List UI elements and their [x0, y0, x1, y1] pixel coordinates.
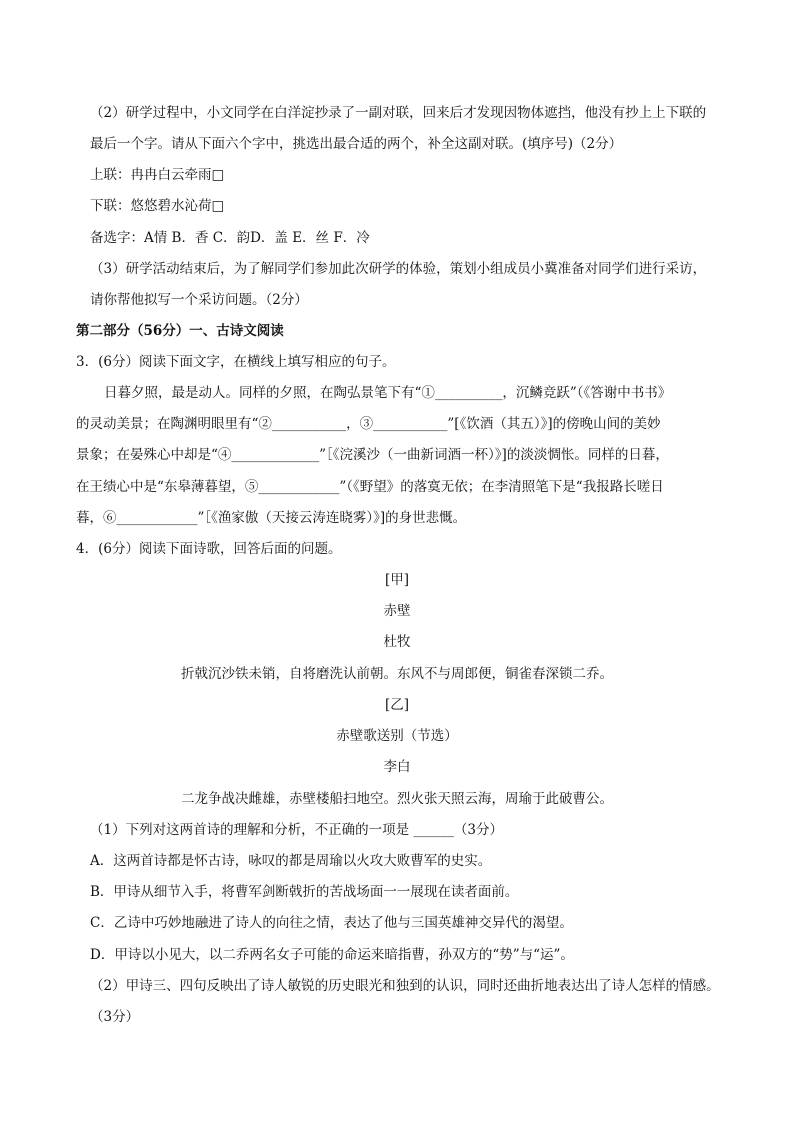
option-d: D．甲诗以小见大，以二乔两名女子可能的命运来暗指曹，孙双方的“势”与“运”。 — [90, 947, 574, 963]
poem-a-marker: [甲] — [384, 572, 410, 588]
option-c: C．乙诗中巧妙地融进了诗人的向往之情，表达了他与三国英雄神交异代的渴望。 — [90, 915, 573, 931]
poem-b-author: 李白 — [383, 759, 411, 775]
q3-passage-line3: 景象；在晏殊心中却是“④_____________”［《浣溪沙（一曲新词酒一杯）》]的淡淡惆怅。同样的日暮， — [76, 447, 669, 463]
q2-stem-line2: 最后一个字。请从下面六个字中，挑选出最合适的两个，补全这副对联。(填序号)（2分） — [90, 136, 623, 152]
question-4-title: 4．(6分）阅读下面诗歌，回答后面的问题。 — [76, 541, 342, 557]
question-3-title: 3．(6分）阅读下面文字，在横线上填写相应的句子。 — [76, 354, 396, 370]
q3-passage-line4: 在王绩心中是“东皋薄暮望，⑤____________”（《野望》的落寞无依；在李清照笔下是“我报路长嗟日 — [76, 479, 664, 495]
poem-b-text: 二龙争战决雌雄，赤壁楼船扫地空。烈火张天照云海，周瑜于此破曹公。 — [181, 791, 613, 807]
poem-b-marker: [乙] — [384, 697, 410, 713]
section-heading: 第二部分（56分）一、古诗文阅读 — [76, 323, 284, 339]
couplet-lower: 下联：悠悠碧水沁荷□ — [90, 198, 225, 214]
poem-a-author: 杜牧 — [383, 634, 411, 650]
q4-sub2-score: （3分） — [90, 1009, 140, 1025]
poem-a-title: 赤壁 — [383, 603, 411, 619]
option-b: B．甲诗从细节入手，将曹军剑断戟折的苦战场面一一展现在读者面前。 — [90, 884, 519, 900]
q3-passage-line5: 暮，⑥____________”［《渔家傲（天接云涛连晓雾）》]的身世悲慨。 — [76, 510, 467, 526]
poem-b-title: 赤壁歌送别（节选） — [336, 728, 458, 744]
q3-passage-line2: 的灵动美景；在陶渊明眼里有“②___________，③___________”[《饮酒（其五）》]的傍晚山间的美妙 — [76, 416, 661, 432]
q4-sub1-stem: （1）下列对这两首诗的理解和分析，不正确的一项是 ______（3分） — [90, 822, 503, 838]
candidate-chars: 备选字：A情 B．香 C．韵D．盖 E．丝 F．冷 — [90, 230, 370, 246]
q2-stem-line1: （2）研学过程中，小文同学在白洋淀抄录了一副对联，回来后才发现因物体遮挡，他没有抄上上下联的 — [90, 105, 707, 121]
q3-passage-line1: 日暮夕照，最是动人。同样的夕照，在陶弘景笔下有“①__________，沉鳞竞跃”（《答谢中书书》 — [104, 385, 672, 401]
couplet-upper: 上联：冉冉白云牵雨□ — [90, 167, 225, 183]
q3-stem-line1: （3）研学活动结束后，为了解同学们参加此次研学的体验，策划小组成员小冀准备对同学们进行采访， — [90, 261, 707, 277]
poem-a-text: 折戟沉沙铁未销，自将磨洗认前朝。东风不与周郎便，铜雀春深锁二乔。 — [181, 666, 613, 682]
option-a: A．这两首诗都是怀古诗，咏叹的都是周瑜以火攻大败曹军的史实。 — [90, 853, 492, 869]
q3-stem-line2: 请你帮他拟写一个采访问题。（2分） — [90, 292, 308, 308]
q4-sub2-stem: （2）甲诗三、四句反映出了诗人敏锐的历史眼光和独到的认识，同时还曲折地表达出了诗人怎样的情感。 — [90, 978, 720, 994]
